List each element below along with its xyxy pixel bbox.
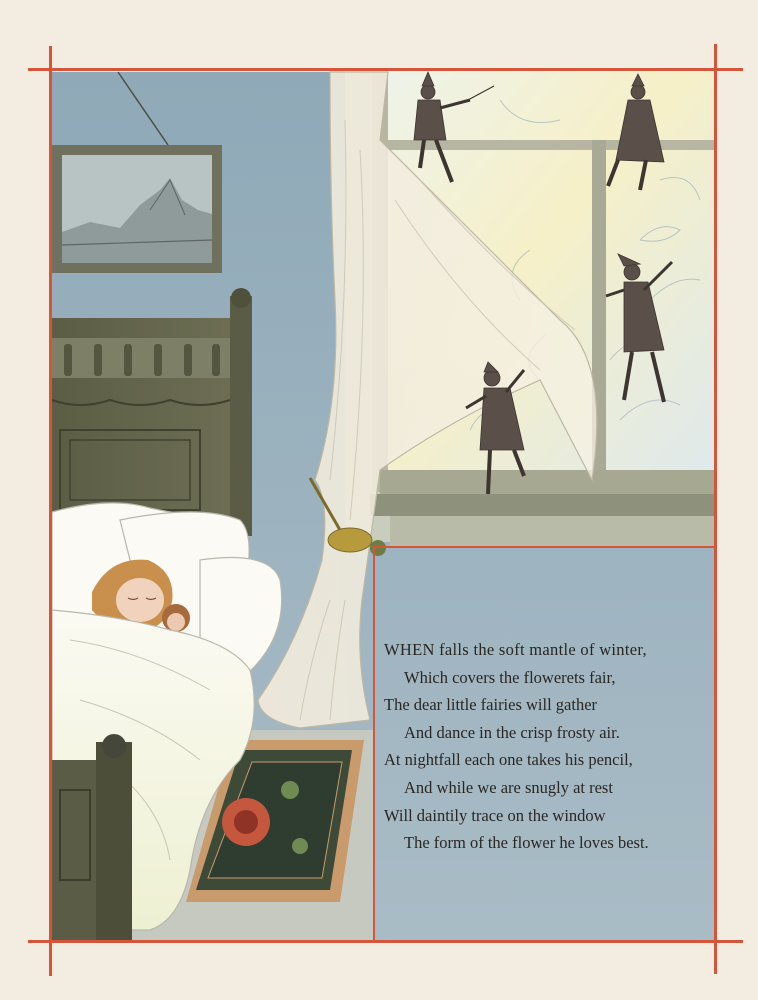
poem-line: Which covers the flowerets fair,: [404, 667, 616, 687]
poem-line: And dance in the crisp frosty air.: [404, 722, 620, 742]
text-box-top-rule: [373, 546, 716, 548]
poem-line: WHEN falls the soft mantle of winter,: [384, 640, 647, 659]
picture-frame-icon: [52, 145, 222, 273]
border-bottom-rule: [28, 940, 743, 943]
poem-text: [384, 636, 714, 857]
bed-footboard: [52, 734, 132, 940]
bed-headboard: [52, 288, 252, 538]
poem-line: The dear little fairies will gather: [384, 695, 598, 715]
text-box-left-rule: [373, 546, 375, 940]
poem-line: And while we are snugly at rest: [404, 777, 613, 797]
border-left-rule: [49, 46, 52, 976]
poem-line: At nightfall each one takes his pencil,: [384, 750, 633, 770]
border-right-rule: [714, 44, 717, 974]
poem-line: The form of the flower he loves best.: [404, 833, 649, 853]
poem-line: Will daintily trace on the window: [384, 805, 606, 825]
border-top-rule: [28, 68, 743, 71]
